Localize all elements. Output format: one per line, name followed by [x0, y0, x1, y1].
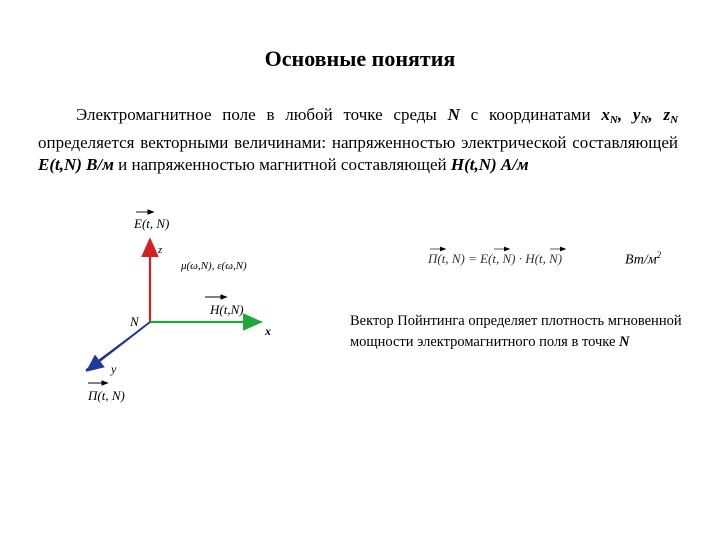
comma-2: , — [648, 105, 664, 124]
poynting-N: N — [619, 334, 630, 350]
e-field-label: E(t,N) В/м — [38, 155, 114, 174]
coord-y: y — [632, 105, 641, 124]
diagram-z-label: z — [158, 244, 163, 256]
formula-units — [625, 250, 661, 269]
coord-z: z — [663, 105, 671, 124]
poynting-vector — [92, 322, 150, 367]
para-text-4: и напряженностью магнитной составляющей — [113, 155, 451, 174]
medium-label: μ(ω,N), ε(ω,N) — [181, 260, 247, 272]
coord-y-sub: N — [640, 114, 649, 126]
diagram-n-label: N — [130, 314, 139, 329]
diagram-h-label: H(t,N) — [210, 302, 244, 317]
coord-x: x — [601, 105, 610, 124]
poynting-formula: Π(t, N) = E(t, N) · H(t, N) — [428, 251, 563, 266]
coord-x-sub: N — [609, 114, 618, 126]
comma-1: , — [617, 105, 633, 124]
coord-z-sub: N — [670, 114, 679, 126]
para-text-3: определяется векторными величинами: напряженностью электрической составляющей — [38, 132, 678, 152]
units-text: Вт/м — [625, 252, 657, 268]
units-exp: 2 — [656, 250, 662, 260]
poynting-description — [350, 311, 690, 353]
page-title: Основные понятия — [264, 46, 456, 71]
diagram-y-label: y — [111, 362, 117, 376]
para-N: N — [447, 105, 460, 124]
diagram-e-label: E(t, N) — [134, 216, 170, 231]
diagram-p-label: Π(t, N) — [88, 388, 125, 403]
diagram-x-label: x — [265, 324, 271, 338]
poynting-text: Вектор Пойнтинга определяет плотность мгновенной мощности электромагнитного поля в точке — [350, 313, 682, 350]
h-field-label: H(t,N) А/м — [450, 155, 529, 174]
para-text-1: Электромагнитное поле в любой точке среды — [76, 105, 448, 124]
para-text-2: с координатами — [459, 105, 602, 124]
